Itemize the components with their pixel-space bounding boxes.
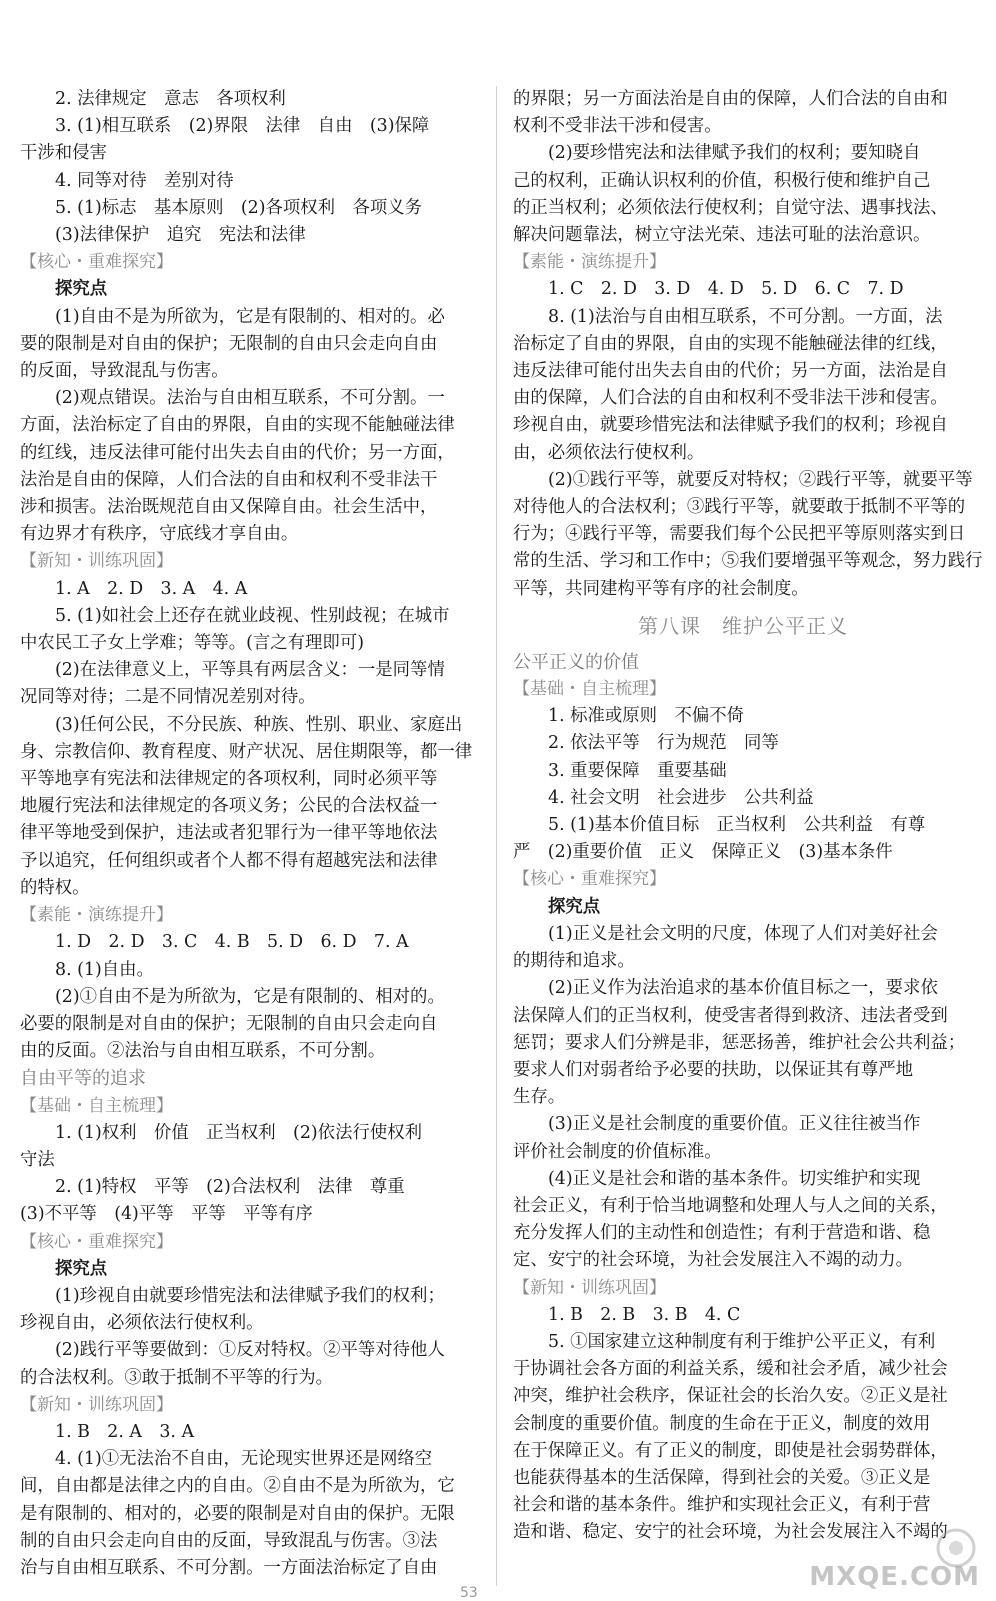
- inquiry-heading: 探究点: [55, 1258, 108, 1279]
- text-line: 方面，法治标定了自由的界限，自由的实现不能触碰法律: [20, 415, 455, 436]
- section-header: 【核心・重难探究】: [20, 252, 173, 273]
- section-header: 【素能・演练提升】: [513, 252, 666, 273]
- text-line: 治标定了自由的界限，自由的实现不能触碰法律的红线，: [513, 333, 948, 354]
- text-line: 5. (1)标志 基本原则 (2)各项权利 各项义务: [55, 197, 423, 218]
- text-line: 的反面，导致混乱与伤害。: [20, 361, 229, 382]
- text-line: (1)正义是社会文明的尺度，体现了人们对美好社会: [548, 923, 938, 944]
- text-line: 2. 法律规定 意志 各项权利: [55, 89, 286, 109]
- text-line: (2)①践行平等，就要反对特权；②践行平等，就要平等: [548, 469, 973, 490]
- section-header: 【基础・自主梳理】: [20, 1095, 173, 1116]
- text-line: (3)法律保护 追究 宪法和法律: [55, 225, 306, 246]
- text-line: 惩罚；要求人们分辨是非，惩恶扬善，维护社会公共利益；: [513, 1032, 966, 1053]
- subsection-title: 自由平等的追求: [20, 1068, 146, 1090]
- text-line: (3)任何公民，不分民族、种族、性别、职业、家庭出: [55, 714, 463, 735]
- lesson-title: 第八课 维护公平正义: [638, 613, 848, 638]
- text-line: 由的反面。②法治与自由相互联系，不可分割。: [20, 1041, 386, 1062]
- text-line: 法保障人们的正当权利，使受害者得到救济、违法者受到: [513, 1005, 948, 1026]
- text-line: (2)正义作为法治追求的基本价值目标之一，要求依: [548, 978, 938, 999]
- text-line: 地履行宪法和法律规定的各项义务；公民的合法权益一: [20, 796, 438, 817]
- text-line: 社会正义，有利于恰当地调整和处理人与人之间的关系，: [513, 1195, 948, 1216]
- text-line: 1. B 2. A 3. A: [55, 1421, 195, 1442]
- text-line: 的特权。: [20, 877, 90, 898]
- text-line: 守法: [20, 1149, 55, 1170]
- text-line: 5. (1)如社会上还存在就业歧视、性别歧视；在城市: [55, 605, 450, 626]
- text-line: 干涉和侵害: [20, 143, 107, 164]
- text-line: 治与自由相互联系、不可分割。一方面法治标定了自由: [20, 1557, 438, 1578]
- text-line: 违反法律可能付出失去自由的代价；另一方面，法治是自: [513, 361, 948, 382]
- text-line: 8. (1)法治与自由相互联系，不可分割。一方面，法: [548, 306, 943, 327]
- text-line: 法治是自由的保障，人们合法的自由和权利不受非法干: [20, 469, 438, 490]
- text-line: 8. (1)自由。: [55, 959, 154, 980]
- section-header: 【核心・重难探究】: [20, 1231, 173, 1252]
- text-line: 也能获得基本的生活保障，得到社会的关爱。③正义是: [513, 1467, 931, 1488]
- text-line: (4)正义是社会和谐的基本条件。切实维护和实现: [548, 1168, 921, 1189]
- text-line: 中农民工子女上学难；等等。(言之有理即可): [20, 633, 364, 654]
- text-line: 的红线，违反法律可能付出失去自由的代价；另一方面，: [20, 442, 455, 463]
- text-line: 的界限；另一方面法治是自由的保障，人们合法的自由和: [513, 89, 948, 109]
- text-line: 予以追究，任何组织或者个人都不得有超越宪法和法律: [20, 850, 438, 871]
- text-line: 的期待和追求。: [513, 951, 635, 972]
- text-line: 解决问题靠法，树立守法光荣、违法可耻的法治意识。: [513, 225, 931, 246]
- text-line: 行为；④践行平等，需要我们每个公民把平等原则落实到日: [513, 524, 966, 545]
- left-column: [20, 86, 480, 1582]
- text-line: 涉和损害。法治既规范自由又保障自由。社会生活中，: [20, 497, 438, 518]
- subsection-title: 公平正义的价值: [513, 651, 639, 673]
- text-line: 3. 重要保障 重要基础: [548, 760, 727, 781]
- text-line: 生存。: [513, 1087, 566, 1108]
- text-line: 社会和谐的基本条件。维护和实现社会正义，有利于营: [513, 1495, 931, 1516]
- watermark-text: MXQE.COM: [809, 1562, 980, 1592]
- text-line: 律平等地受到保护，违法或者犯罪行为一律平等地依法: [20, 823, 438, 844]
- section-header: 【素能・演练提升】: [20, 905, 173, 926]
- text-line: 造和谐、稳定、安宁的社会环境，为社会发展注入不竭的: [513, 1522, 948, 1543]
- text-line: 严 (2)重要价值 正义 保障正义 (3)基本条件: [513, 842, 893, 863]
- text-line: (2)践行平等要做到：①反对特权。②平等对待他人: [55, 1340, 445, 1361]
- text-line: (1)自由不是为所欲为，它是有限制的、相对的。必: [55, 306, 445, 327]
- text-line: 1. D 2. D 3. C 4. B 5. D 6. D 7. A: [55, 932, 409, 953]
- section-header: 【新知・训练巩固】: [20, 1394, 173, 1415]
- section-header: 【基础・自主梳理】: [513, 679, 666, 700]
- text-line: 1. B 2. B 3. B 4. C: [548, 1304, 741, 1325]
- text-line: 珍视自由，就要珍惜宪法和法律赋予我们的权利；珍视自: [513, 415, 948, 436]
- text-line: 1. C 2. D 3. D 4. D 5. D 6. C 7. D: [548, 279, 904, 300]
- section-header: 【核心・重难探究】: [513, 869, 666, 890]
- text-line: 2. 依法平等 行为规范 同等: [548, 733, 779, 754]
- text-line: 平等地享有宪法和法律规定的各项权利，同时必须平等: [20, 769, 438, 790]
- text-line: 4. (1)①无法治不自由，无论现实世界还是网络空: [55, 1449, 433, 1470]
- text-line: 会制度的重要价值。制度的生命在于正义，制度的效用: [513, 1413, 931, 1434]
- text-line: 3. (1)相互联系 (2)界限 法律 自由 (3)保障: [55, 116, 430, 137]
- section-header: 【新知・训练巩固】: [513, 1277, 666, 1298]
- text-line: (2)在法律意义上，平等具有两层含义：一是同等情: [55, 660, 445, 681]
- right-column: [513, 86, 983, 1547]
- text-line: 1. 标准或原则 不偏不倚: [548, 706, 745, 727]
- section-header: 【新知・训练巩固】: [20, 551, 173, 572]
- text-line: 4. 同等对待 差别对待: [55, 170, 234, 191]
- text-line: 评价社会制度的价值标准。: [513, 1141, 722, 1162]
- text-line: (2)观点错误。法治与自由相互联系，不可分割。一: [55, 388, 445, 409]
- text-line: 的正当权利；必须依法行使权利；自觉守法、遇事找法、: [513, 197, 948, 218]
- text-line: 制的自由只会走向自由的反面，导致混乱与伤害。③法: [20, 1530, 438, 1551]
- text-line: 于协调社会各方面的利益关系，缓和社会矛盾，减少社会: [513, 1359, 948, 1380]
- text-line: 要求人们对弱者给予必要的扶助，以保证其有尊严地: [513, 1059, 913, 1080]
- text-line: 况同等对待；二是不同情况差别对待。: [20, 687, 316, 708]
- text-line: (3)正义是社会制度的重要价值。正义往往被当作: [548, 1114, 921, 1135]
- text-line: 5. (1)基本价值目标 正当权利 公共利益 有尊: [548, 815, 926, 836]
- page-number: 53: [460, 1585, 478, 1601]
- text-line: 的合法权利。③敢于抵制不平等的行为。: [20, 1367, 334, 1388]
- text-line: 由的保障，人们合法的自由和权利不受非法干涉和侵害。: [513, 388, 948, 409]
- text-line: (1)珍视自由就要珍惜宪法和法律赋予我们的权利；: [55, 1285, 445, 1306]
- text-line: 是有限制的、相对的，必要的限制是对自由的保护。无限: [20, 1503, 455, 1524]
- text-line: (3)不平等 (4)平等 平等 平等有序: [20, 1204, 313, 1225]
- text-line: 4. 社会文明 社会进步 公共利益: [548, 787, 814, 808]
- text-line: 1. A 2. D 3. A 4. A: [55, 578, 248, 599]
- text-line: 定、安宁的社会环境，为社会发展注入不竭的动力。: [513, 1250, 913, 1271]
- text-line: 在于保障正义。有了正义的制度，即使是社会弱势群体，: [513, 1440, 948, 1461]
- text-line: 常的生活、学习和工作中；⑤我们要增强平等观念，努力践行: [513, 551, 983, 572]
- text-line: 由，必须依法行使权利。: [513, 442, 705, 463]
- text-line: 对待他人的合法权利；③践行平等，就要敢于抵制不平等的: [513, 497, 966, 518]
- text-line: 冲突，维护社会秩序，保证社会的长治久安。②正义是社: [513, 1386, 948, 1407]
- text-line: 间，自由都是法律之内的自由。②自由不是为所欲为，它: [20, 1476, 455, 1497]
- text-line: 身、宗教信仰、教育程度、财产状况、居住期限等，都一律: [20, 741, 473, 762]
- inquiry-heading: 探究点: [55, 279, 108, 300]
- text-line: 己的权利，正确认识权利的价值，积极行使和维护自己: [513, 170, 931, 191]
- text-line: 有边界才有秩序，守底线才享自由。: [20, 524, 299, 545]
- text-line: 1. (1)权利 价值 正当权利 (2)依法行使权利: [55, 1122, 423, 1143]
- text-line: 必要的限制是对自由的保护；无限制的自由只会走向自: [20, 1013, 438, 1034]
- text-line: 5. ①国家建立这种制度有利于维护公平正义，有利: [548, 1331, 936, 1352]
- column-divider: [496, 86, 497, 1586]
- text-line: 充分发挥人们的主动性和创造性；有利于营造和谐、稳: [513, 1223, 931, 1244]
- text-line: (2)要珍惜宪法和法律赋予我们的权利；要知晓自: [548, 143, 921, 164]
- text-line: (2)①自由不是为所欲为，它是有限制的、相对的。: [55, 986, 445, 1007]
- text-line: 平等，共同建构平等有序的社会制度。: [513, 578, 809, 599]
- inquiry-heading: 探究点: [548, 896, 601, 917]
- text-line: 珍视自由，必须依法行使权利。: [20, 1313, 264, 1334]
- text-line: 2. (1)特权 平等 (2)合法权利 法律 尊重: [55, 1177, 405, 1198]
- text-line: 要的限制是对自由的保护；无限制的自由只会走向自由: [20, 333, 438, 354]
- text-line: 权利不受非法干涉和侵害。: [513, 116, 722, 137]
